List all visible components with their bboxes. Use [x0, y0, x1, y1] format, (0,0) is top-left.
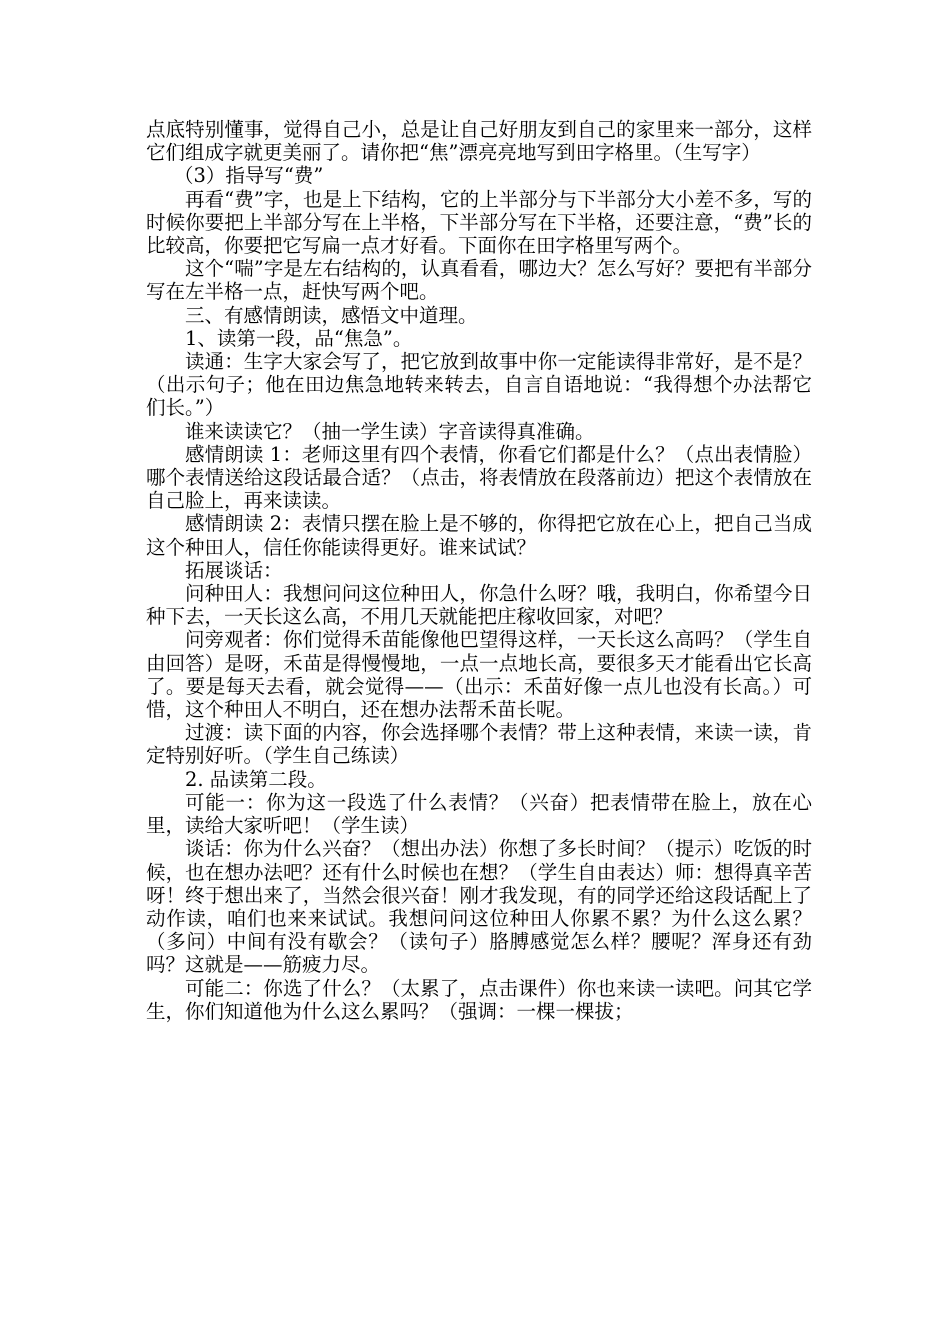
paragraph: 可能二：你选了什么？（太累了，点击课件）你也来读一读吧。问其它学生，你们知道他为什么这么累吗？（强调：一棵一棵拔；: [146, 976, 812, 1023]
paragraph: 感情朗读 1：老师这里有四个表情，你看它们都是什么？（点出表情脸）哪个表情送给这段话最合适？（点击，将表情放在段落前边）把这个表情放在自己脸上，再来读读。: [146, 442, 812, 513]
paragraph: 谁来读读它？（抽一学生读）字音读得真准确。: [185, 419, 595, 443]
paragraph: 谈话：你为什么兴奋？（想出办法）你想了多长时间？（提示）吃饭的时候，也在想办法吧？还有什么时候也在想？（学生自由表达）师：想得真辛苦呀！终于想出来了，当然会很兴奋！刚才我发现，有的同学还给这段话配上了动作读，咱们也来来试试。我想问问这位种田人你累不累？为什么这么累？（多问）中间有没有歇会？（读句子）胳膊感觉怎么样？腰呢？浑身还有劲吗？这就是——筋疲力尽。: [146, 837, 812, 977]
paragraph: 感情朗读 2：表情只摆在脸上是不够的，你得把它放在心上，把自己当成这个种田人，信任你能读得更好。谁来试试？: [146, 512, 812, 559]
paragraph: 读通：生字大家会写了，把它放到故事中你一定能读得非常好，是不是？（出示句子；他在田边焦急地转来转去，自言自语地说：“我得想个办法帮它们长。”）: [146, 350, 812, 420]
paragraph: 再看“费”字，也是上下结构，它的上半部分与下半部分大小差不多，写的时候你要把上半部分写在上半格，下半部分写在下半格，还要注意，“费”长的比较高，你要把它写扁一点才好看。下面你在田字格里写两个。: [146, 187, 812, 258]
document-page: [146, 118, 812, 1023]
paragraph: 过渡：读下面的内容，你会选择哪个表情？带上这种表情，来读一读，肯定特别好听。（学生自己练读）: [146, 721, 812, 768]
section-heading: 1、读第一段，品“焦急”。: [185, 326, 413, 350]
section-heading: 2. 品读第二段。: [185, 767, 327, 791]
paragraph: 拓展谈话：: [185, 558, 283, 582]
paragraph: 可能一：你为这一段选了什么表情？（兴奋）把表情带在脸上，放在心里，读给大家听吧！（学生读）: [146, 790, 812, 838]
section-heading: 三、有感情朗读，感悟文中道理。: [185, 303, 478, 327]
paragraph: 点底特别懂事，觉得自己小，总是让自己好朋友到自己的家里来一部分，这样它们组成字就更美丽了。请你把“焦”漂亮亮地写到田字格里。（生写字）: [146, 118, 812, 165]
paragraph: 这个“喘”字是左右结构的，认真看看，哪边大？怎么写好？要把有半部分写在左半格一点，赶快写两个吧。: [146, 257, 812, 304]
paragraph: 问种田人：我想问问这位种田人，你急什么呀？哦，我明白，你希望今日种下去，一天长这么高，不用几天就能把庄稼收回家，对吧？: [146, 582, 812, 629]
section-heading: （3）指导写“费”: [174, 164, 324, 188]
paragraph: 问旁观者：你们觉得禾苗能像他巴望得这样，一天长这么高吗？（学生自由回答）是呀，禾苗是得慢慢地，一点一点地长高，要很多天才能看出它长高了。要是每天去看，就会觉得——（出示：禾苗好像一点儿也没有长高。）可惜，这个种田人不明白，还在想办法帮禾苗长呢。: [146, 628, 812, 722]
